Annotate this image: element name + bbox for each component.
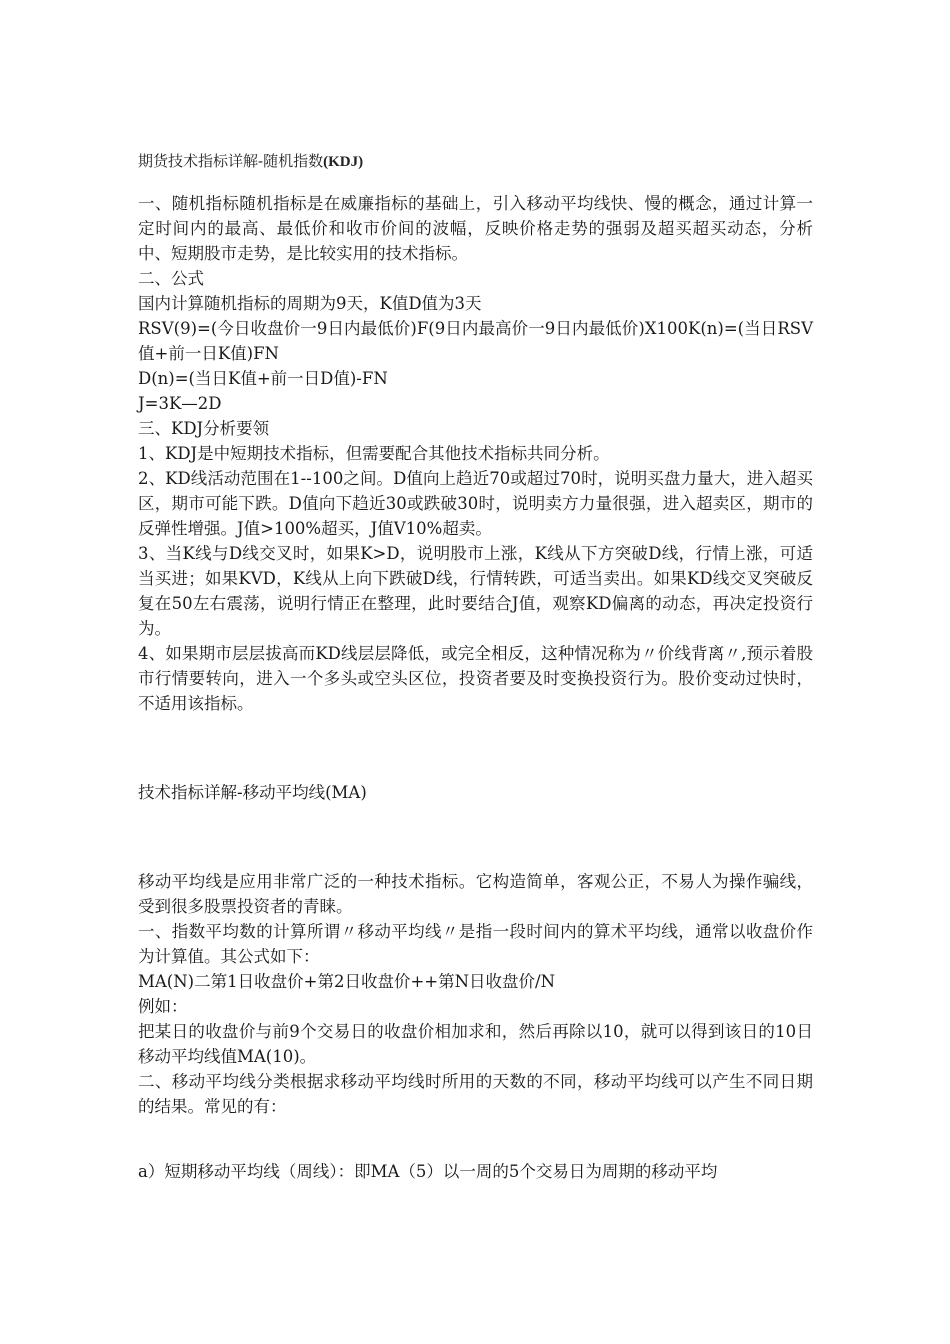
document-page xyxy=(138,150,813,1184)
ma-formula: MA(N)二第1日收盘价+第2日收盘价++第N日收盘价/N xyxy=(138,972,556,991)
ma-item-a: a）短期移动平均线（周线）：即MA（5）以一周的5个交易日为周期的移动平均 xyxy=(138,1162,718,1181)
kdj-formula-rsv: RSV(9)=(今日收盘价一9日内最低价)F(9日内最高价一9日内最低价)X100K(n)=(当日RSV值+前一日K值)FN xyxy=(138,319,813,363)
kdj-point-1: 1、KDJ是中短期技术指标，但需要配合其他技术指标共同分析。 xyxy=(138,444,610,463)
ma-paragraph-definition: 一、指数平均数的计算所谓〃移动平均线〃是指一段时间内的算术平均线，通常以收盘价作为计算值。其公式如下： xyxy=(138,922,813,966)
kdj-heading-analysis: 三、KDJ分析要领 xyxy=(138,419,270,438)
kdj-title-text: 期货技术指标详解-随机指数 xyxy=(138,152,324,170)
ma-paragraph-classification: 二、移动平均线分类根据求移动平均线时所用的天数的不同，移动平均线可以产生不同日期的结果。常见的有： xyxy=(138,1072,813,1116)
ma-paragraph-intro: 移动平均线是应用非常广泛的一种技术指标。它构造简单，客观公正，不易人为操作骗线，受到很多股票投资者的青睐。 xyxy=(138,872,813,916)
kdj-point-2: 2、KD线活动范围在1--100之间。D值向上趋近70或超过70时，说明买盘力量大，进入超买区，期市可能下跌。D值向下趋近30或跌破30时，说明卖方力量很强，进入超卖区，期市的反弹性增强。J值>100%超买，J值V10%超卖。 xyxy=(138,469,813,538)
kdj-formula-d: D(n)=(当日K值+前一日D值)-FN xyxy=(138,369,388,388)
kdj-point-3: 3、当K线与D线交叉时，如果K>D，说明股市上涨，K线从下方突破D线，行情上涨，可适当买进；如果KVD，K线从上向下跌破D线，行情转跌，可适当卖出。如果KD线交叉突破反复在50左右震荡，说明行情正在整理，此时要结合J值，观察KD偏离的动态，再决定投资行为。 xyxy=(138,544,813,638)
kdj-point-4: 4、如果期市层层拔高而KD线层层降低，或完全相反，这种情况称为〃价线背离〃,预示着股市行情要转向，进入一个多头或空头区位，投资者要及时变换投资行为。股价变动过快时，不适用该指标。 xyxy=(138,644,813,713)
kdj-paragraph-period: 国内计算随机指标的周期为9天，K值D值为3天 xyxy=(138,294,482,313)
ma-example-text: 把某日的收盘价与前9个交易日的收盘价相加求和，然后再除以10，就可以得到该日的10日移动平均线值MA(10)。 xyxy=(138,1022,813,1066)
kdj-heading-formula: 二、公式 xyxy=(138,269,204,288)
ma-example-label: 例如： xyxy=(138,997,188,1016)
kdj-title xyxy=(138,150,813,173)
kdj-title-bold: (KDJ) xyxy=(323,154,364,170)
ma-title: 技术指标详解-移动平均线(MA) xyxy=(138,783,367,802)
kdj-formula-j: J=3K—2D xyxy=(138,394,222,413)
kdj-paragraph-intro: 一、随机指标随机指标是在威廉指标的基础上，引入移动平均线快、慢的概念，通过计算一定时间内的最高、最低价和收市价间的波幅，反映价格走势的强弱及超买超买动态，分析中、短期股市走势，是比较实用的技术指标。 xyxy=(138,194,813,263)
